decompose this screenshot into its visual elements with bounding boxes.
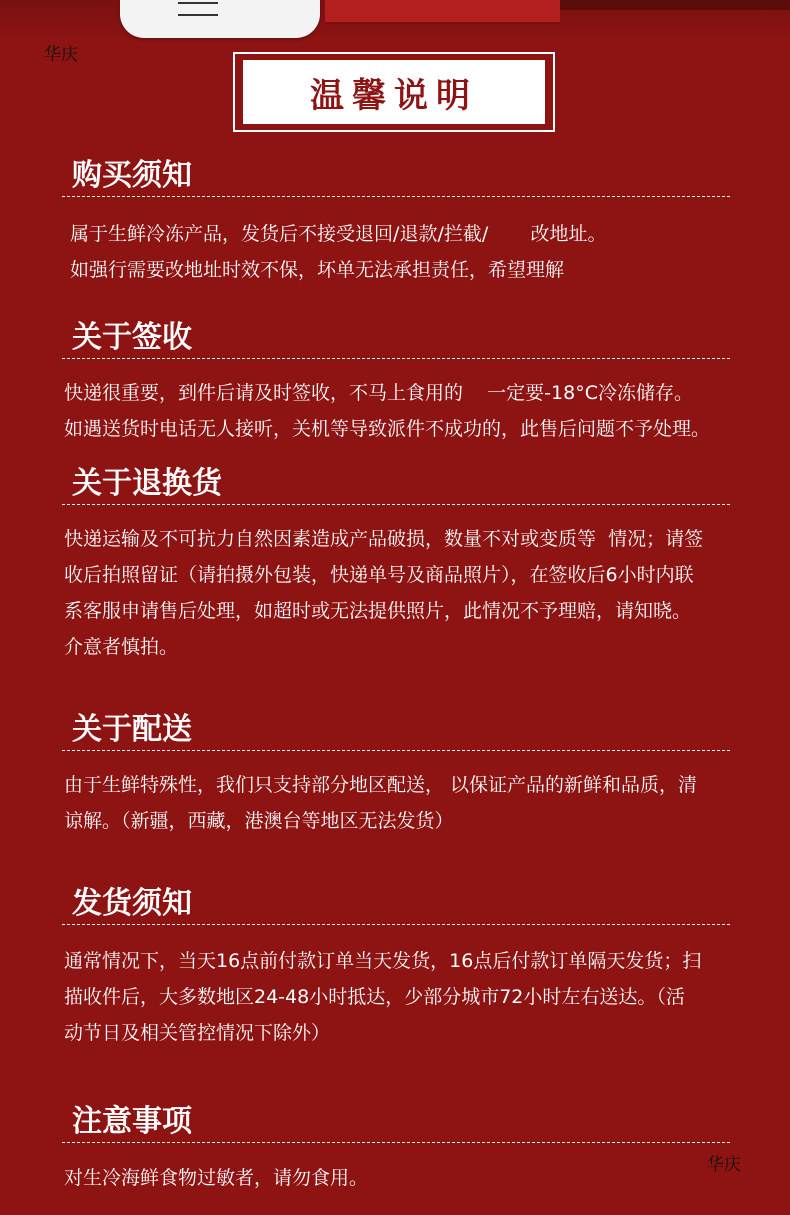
section-body — [64, 375, 744, 447]
section-body — [64, 767, 744, 839]
section-body — [64, 216, 744, 288]
body-line: 快递很重要，到件后请及时签收，不马上食用的 一定要-18°C冷冻储存。 — [64, 382, 693, 404]
body-line: 快递运输及不可抗力自然因素造成产品破损，数量不对或变质等 情况；请签 — [64, 528, 704, 550]
section-heading: 关于签收 — [72, 320, 192, 355]
body-line: 系客服申请售后处理，如超时或无法提供照片，此情况不予理赔，请知晓。 — [64, 600, 692, 622]
body-line: 如遇送货时电话无人接听，关机等导致派件不成功的，此售后问题不予处理。 — [64, 418, 711, 440]
body-line: 收后拍照留证（请拍摄外包装，快递单号及商品照片），在签收后6小时内联 — [64, 564, 694, 586]
title-frame — [233, 52, 555, 132]
product-shadow-fragment — [560, 0, 790, 10]
page-title: 温馨说明 — [310, 75, 478, 116]
section-heading: 发货须知 — [72, 886, 192, 921]
watermark-bottom: 华庆 — [707, 1155, 741, 1175]
dashed-divider — [62, 750, 730, 751]
dashed-divider — [62, 1142, 730, 1143]
section-heading: 购买须知 — [72, 158, 192, 193]
product-box-fragment — [325, 0, 560, 24]
body-line: 由于生鲜特殊性，我们只支持部分地区配送， 以保证产品的新鲜和品质，清 — [64, 774, 698, 796]
body-line: 对生冷海鲜食物过敏者，请勿食用。 — [64, 1167, 369, 1189]
body-line: 如强行需要改地址时效不保，坏单无法承担责任，希望理解 — [64, 259, 565, 281]
section-heading: 注意事项 — [72, 1104, 192, 1139]
body-line: 介意者慎拍。 — [64, 636, 179, 658]
body-line: 动节日及相关管控情况下除外） — [64, 1022, 331, 1044]
title-plate — [243, 60, 545, 124]
watermark-top: 华庆 — [44, 45, 78, 65]
dashed-divider — [62, 924, 730, 925]
dashed-divider — [62, 504, 730, 505]
section-body — [64, 521, 744, 665]
body-line: 属于生鲜冷冻产品，发货后不接受退回/退款/拦截/ 改地址。 — [64, 223, 607, 245]
body-line: 通常情况下，当天16点前付款订单当天发货，16点后付款订单隔天发货；扫 — [64, 950, 702, 972]
body-line: 描收件后，大多数地区24-48小时抵达，少部分城市72小时左右送达。（活 — [64, 986, 685, 1008]
body-line: 谅解。（新疆，西藏，港澳台等地区无法发货） — [64, 810, 454, 832]
dashed-divider — [62, 358, 730, 359]
section-heading: 关于退换货 — [72, 466, 222, 501]
section-body — [64, 943, 744, 1051]
section-heading: 关于配送 — [72, 712, 192, 747]
product-image-fragment — [120, 0, 320, 38]
device-grill — [178, 2, 218, 16]
dashed-divider — [62, 196, 730, 197]
section-body — [64, 1160, 744, 1196]
